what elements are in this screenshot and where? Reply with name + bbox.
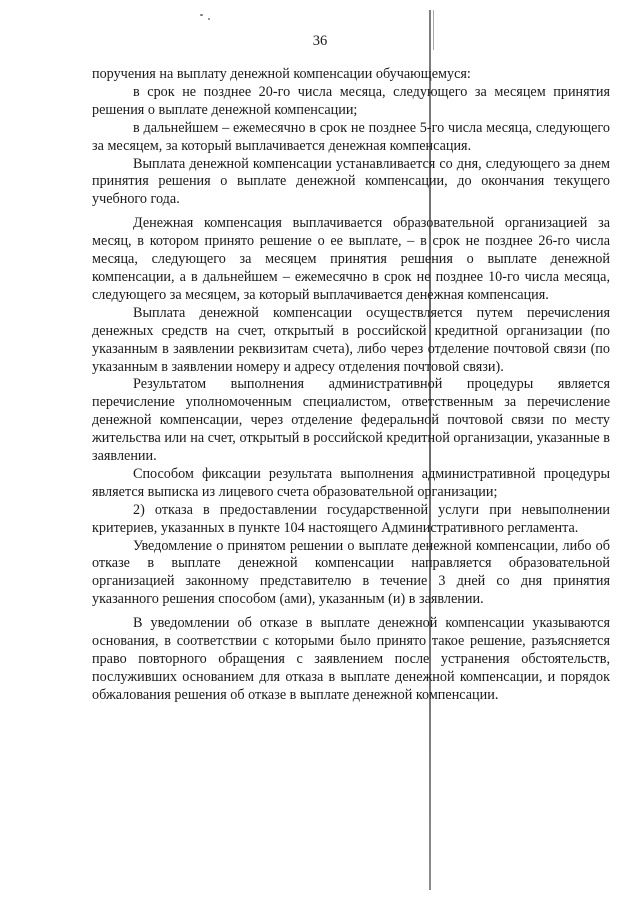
paragraph: в срок не позднее 20-го числа месяца, следующего за месяцем принятия решения о выплате денежной компенсации; (92, 83, 610, 118)
paragraph: В уведомлении об отказе в выплате денежной компенсации указываются основания, в соответствии с которыми было принято такое решение, разъясняется право повторного обращения с заявлением после устранения обстоятельств, послуживших основанием для отказа в выплате денежной компенсации, и порядок обжалования решения об отказе в выплате денежной компенсации. (92, 615, 610, 703)
paragraph: 2) отказа в предоставлении государственной услуги при невыполнении критериев, указанных в пункте 104 настоящего Административного регламента. (92, 501, 610, 536)
paragraph: в дальнейшем – ежемесячно в срок не позднее 5-го числа месяца, следующего за месяцем, за который выплачивается денежная компенсация. (92, 119, 610, 154)
paragraph: поручения на выплату денежной компенсации обучающемуся: (92, 66, 471, 82)
document-body (92, 66, 610, 705)
paragraph: Выплата денежной компенсации осуществляется путем перечисления денежных средств на счет, открытый в российской кредитной организации (по указанным в заявлении реквизитам счета), либо через отделение почтовой связи (по указанным в заявлении номеру и адресу отделения почтовой связи). (92, 304, 610, 375)
scan-speck (200, 14, 203, 16)
paragraph: Способом фиксации результата выполнения административной процедуры является выписка из лицевого счета образовательной организации; (92, 465, 610, 500)
paragraph: Уведомление о принятом решении о выплате денежной компенсации, либо об отказе в выплате денежной компенсации направляется образовательной организацией законному представителю в течение 3 дней со дня принятия указанного решения способом (ами), указанным (и) в заявлении. (92, 537, 610, 608)
scan-speck (208, 18, 210, 20)
paragraph: Денежная компенсация выплачивается образовательной организацией за месяц, в котором принято решение о ее выплате, – в срок не позднее 26-го числа месяца, следующего за месяцем принятия решения о выплате денежной компенсации, а в дальнейшем – ежемесячно в срок не позднее 10-го числа месяца, следующего за месяцем, за который выплачивается денежная компенсация. (92, 215, 610, 303)
page-number: 36 (312, 33, 328, 49)
paragraph: Выплата денежной компенсации устанавливается со дня, следующего за днем принятия решения о выплате денежной компенсации, до окончания текущего учебного года. (92, 155, 610, 208)
paragraph: Результатом выполнения административной процедуры является перечисление уполномоченным специалистом, ответственным за перечисление денежной компенсации, через отделение федеральной почтовой связи по месту жительства или на счет, открытый в российской кредитной организации, указанные в заявлении. (92, 376, 610, 465)
